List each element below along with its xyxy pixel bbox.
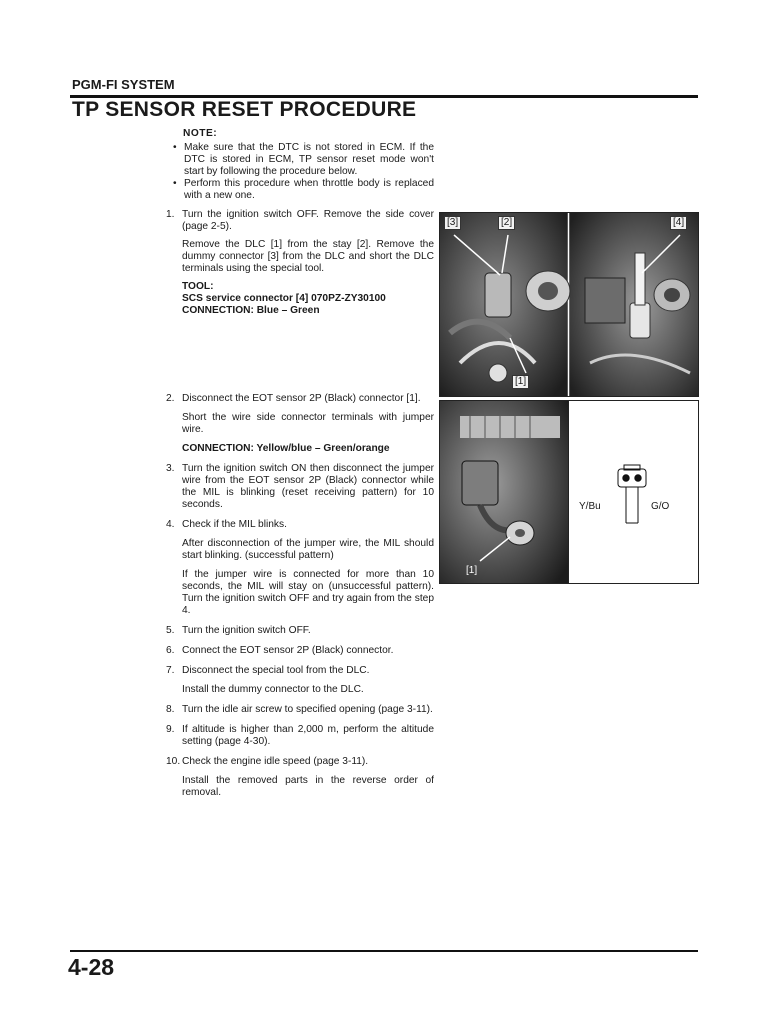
section-heading: PGM-FI SYSTEM bbox=[72, 77, 175, 92]
step-2-detail: Short the wire side connector terminals with jumper wire. bbox=[182, 412, 434, 435]
note-bullet: • Perform this procedure when throttle body is replaced with a new one. bbox=[173, 178, 434, 201]
step-1: 1. Turn the ignition switch OFF. Remove the side cover (page 2-5). bbox=[166, 209, 434, 232]
callout-2: [2] bbox=[498, 216, 515, 230]
step-7-detail: Install the dummy connector to the DLC. bbox=[182, 684, 364, 695]
page-title: TP SENSOR RESET PROCEDURE bbox=[72, 98, 417, 121]
callout-4: [4] bbox=[670, 216, 687, 230]
step-4-detail-2: If the jumper wire is connected for more than 10 seconds, the MIL will stay on (unsuccessful pattern). Turn the ignition switch OFF and try again from the step 4. bbox=[182, 569, 434, 616]
dlc-photo bbox=[439, 212, 699, 397]
step-7: 7. Disconnect the special tool from the DLC. bbox=[166, 665, 370, 676]
step-1-connection: CONNECTION: Blue – Green bbox=[182, 305, 320, 316]
step-4: 4. Check if the MIL blinks. bbox=[166, 519, 287, 530]
footer-rule bbox=[70, 950, 698, 952]
wire-label-right: G/O bbox=[651, 501, 670, 512]
eot-sensor-drawing bbox=[440, 401, 698, 583]
eot-sensor-figure bbox=[439, 400, 699, 584]
step-4-detail: After disconnection of the jumper wire, the MIL should start blinking. (successful pattern) bbox=[182, 538, 434, 561]
step-2: 2. Disconnect the EOT sensor 2P (Black) connector [1]. bbox=[166, 393, 421, 404]
step-1-detail: Remove the DLC [1] from the stay [2]. Remove the dummy connector [3] from the DLC and short the DLC terminals using the special tool. bbox=[182, 239, 434, 274]
procedure-text bbox=[166, 128, 434, 799]
wire-label-left: Y/Bu bbox=[579, 501, 601, 512]
note-heading: NOTE: bbox=[183, 128, 218, 139]
step-8: 8. Turn the idle air screw to specified opening (page 3-11). bbox=[166, 704, 433, 715]
callout-3: [3] bbox=[444, 216, 461, 230]
step-9: 9. If altitude is higher than 2,000 m, perform the altitude setting (page 4-30). bbox=[166, 724, 434, 747]
step-5: 5. Turn the ignition switch OFF. bbox=[166, 625, 311, 636]
step-6: 6. Connect the EOT sensor 2P (Black) connector. bbox=[166, 645, 394, 656]
step-3: 3. Turn the ignition switch ON then disconnect the jumper wire from the EOT sensor 2P (Black) connector while the MIL is blinking (reset receiving pattern) for 10 seconds. bbox=[166, 463, 434, 510]
tool-line: SCS service connector [4] 070PZ-ZY30100 bbox=[182, 293, 386, 304]
note-bullet: • Make sure that the DTC is not stored in ECM. If the DTC is stored in ECM, TP sensor reset mode won't start by following the procedure below. bbox=[173, 142, 434, 177]
step-2-connection: CONNECTION: Yellow/blue – Green/orange bbox=[182, 443, 390, 454]
tool-label: TOOL: bbox=[182, 281, 214, 292]
dlc-photo-drawing bbox=[440, 213, 698, 396]
step-10-detail: Install the removed parts in the reverse order of removal. bbox=[182, 775, 434, 798]
step-10: 10. Check the engine idle speed (page 3-11). bbox=[166, 756, 369, 767]
callout-1: [1] bbox=[466, 565, 478, 576]
callout-1: [1] bbox=[512, 375, 529, 389]
page-number: 4-28 bbox=[68, 954, 115, 980]
